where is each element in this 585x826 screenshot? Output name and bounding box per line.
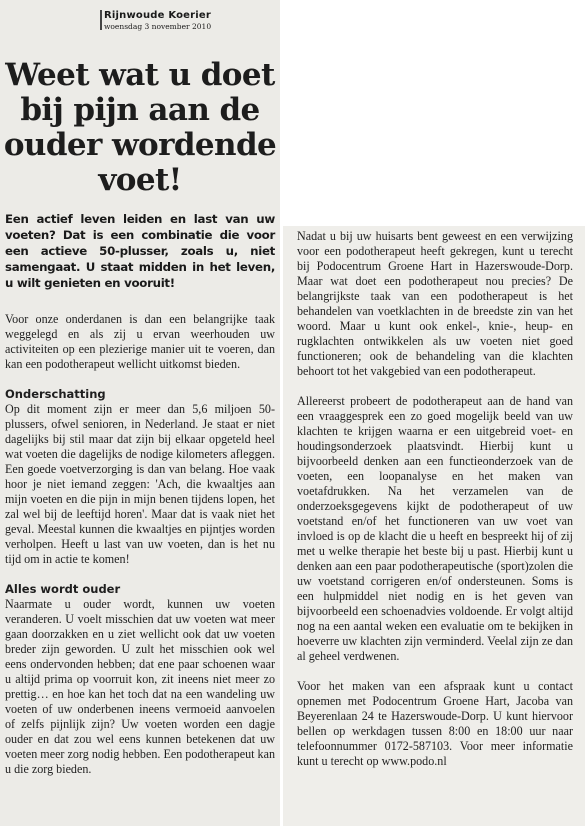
- right-paragraph-3: Voor het maken van een afspraak kunt u contact opnemen met Podocentrum Groene Hart, Jacoba van Beyerenlaan 24 te Hazerswoude-Dorp. U kunt hiervoor bellen op werkdagen tussen 8:00 en 18:00 uur naar telefoonnummer 0172-587103. Voor meer informatie kunt u terecht op www.podo.nl: [297, 679, 573, 768]
- newspaper-name: Rijnwoude Koerier: [104, 10, 212, 21]
- right-column: [297, 229, 573, 769]
- article-headline: Weet wat u doet bij pijn aan de ouder wordende voet!: [3, 57, 277, 198]
- right-paragraph-2: Allereerst probeert de podotherapeut aan de hand van een vraaggesprek een zo goed mogelijk beeld van uw klachten te krijgen waarna er een uitgebreid voet- en houdingsonderzoek plaatsvindt. Hierbij kunt u bijvoorbeeld denken aan een functieonderzoek van de voeten, een loopanalyse en het maken van voetafdrukken. Na het verzamelen van de onderzoeksgegevens kijkt de podotherapeut of uw voetstand en/of het functioneren van uw voet van invloed is op de klacht die u heeft en bespreekt hij of zij met u welke therapie het beste bij u past. Hierbij kunt u denken aan een paar podotherapeutische (sport)zolen die uw voetstand corrigeren en/of ondersteunen. Soms is een hulpmiddel niet nodig en is het geven van bijvoorbeeld een schoenadvies voldoende. Er volgt altijd nog na een aantal weken een evaluatie om te bekijken in hoeverre uw klachten zijn verminderd. Veelal zijn ze dan al geheel verdwenen.: [297, 394, 573, 663]
- onderschatting-paragraph: Op dit moment zijn er meer dan 5,6 miljoen 50-plussers, ofwel senioren, in Nederland. Je staat er niet dagelijks bij stil maar dat zijn bij elkaar opgeteld heel wat voeten die dagelijks de nodige kilometers afleggen. Een goede voetverzorging is dan van belang. Hoe vaak hoor je niet iemand zeggen: 'Ach, die kwaaltjes aan mijn voeten en die pijn in mijn benen tijdens lopen, het zal wel bij de leeftijd horen'. Maar dat is vaak niet het geval. Meestal kunnen die kwaaltjes en pijntjes worden verholpen. Heeft u last van uw voeten, dan is het nu tijd om in actie te komen!: [5, 402, 275, 566]
- header-rule: [100, 10, 102, 30]
- newspaper-header: [104, 10, 211, 31]
- intro-paragraph: Voor onze onderdanen is dan een belangrijke taak weggelegd en als zij u ervan weerhouden uw activiteiten op een plezierige manier uit te voeren, dan kan een podotherapeut wellicht uitkomst bieden.: [5, 312, 275, 371]
- publication-date: woensdag 3 november 2010: [104, 22, 212, 31]
- alles-wordt-ouder-paragraph: Naarmate u ouder wordt, kunnen uw voeten veranderen. U voelt misschien dat uw voeten wat meer gaan doorzakken en u ziet wellicht ook dat uw voeten breder zijn geworden. U zult het misschien ook wel eens ondervonden hebben; dat ene paar schoenen waar u altijd prima op voorruit kon, zit ineens niet meer zo prettig… en hoe kan het toch dat na een wandeling uw voeten of uw onderbenen ineens vermoeid aanvoelen of zelfs pijnlijk zijn? Uw voeten worden een dagje ouder en dat zou wel eens kunnen betekenen dat uw voeten meer zorg nodig hebben. Een podotherapeut kan u die zorg bieden.: [5, 597, 275, 776]
- left-column: [5, 312, 275, 777]
- article-lead: Een actief leven leiden en last van uw voeten? Dat is een combinatie die voor een actieve 50-plusser, zoals u, niet samengaat. U staat midden in het leven, u wilt genieten en vooruit!: [5, 212, 275, 290]
- section-heading-alles-wordt-ouder: Alles wordt ouder: [5, 582, 121, 596]
- right-paragraph-1: Nadat u bij uw huisarts bent geweest en een verwijzing voor een podotherapeut heeft gekregen, kunt u terecht bij Podocentrum Groene Hart in Hazerswoude-Dorp. Maar wat doet een podotherapeut nou precies? De belangrijkste taak van een podotherapeut is het behandelen van voetklachten in de breedste zin van het woord. Maar u kunt ook enkel-, knie-, heup- en rugklachten ontwikkelen als uw voeten niet goed functioneren; ook de behandeling van die klachten behoort tot het vakgebied van een podotherapeut.: [297, 229, 573, 378]
- section-heading-onderschatting: Onderschatting: [5, 387, 106, 401]
